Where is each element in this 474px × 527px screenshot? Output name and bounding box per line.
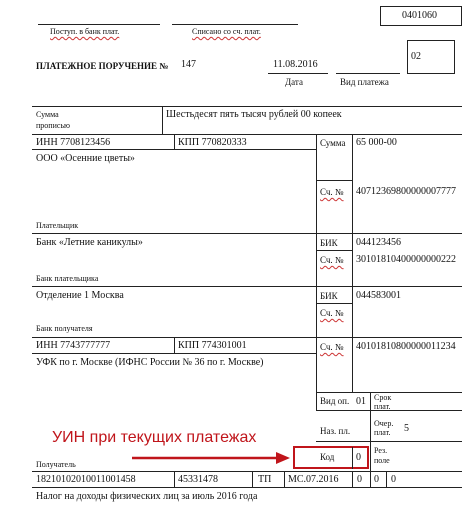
document-title: ПЛАТЕЖНОЕ ПОРУЧЕНИЕ №	[36, 61, 169, 71]
res-label-1: Рез.	[374, 446, 388, 455]
amount-words-value: Шестьдесят пять тысяч рублей 00 копеек	[166, 109, 342, 120]
document-date: 11.08.2016	[273, 59, 318, 70]
order-label-1: Очер.	[374, 419, 394, 428]
form-code: 0401060	[402, 10, 437, 21]
purpose-label: Наз. пл.	[320, 426, 351, 436]
term-label-1: Срок	[374, 393, 392, 402]
amount-words-label-2: прописью	[36, 121, 71, 130]
res-label-2: поле	[374, 456, 390, 465]
document-number: 147	[181, 59, 196, 70]
order-value: 5	[404, 423, 409, 434]
date-label: Дата	[285, 77, 303, 87]
received-label: Поступ. в банк плат.	[50, 27, 120, 36]
payer-name: ООО «Осенние цветы»	[36, 153, 135, 164]
order-label-2: плат.	[374, 428, 391, 437]
payee-bank-bik: 044583001	[356, 290, 401, 301]
payer-kpp: КПП 770820333	[178, 137, 247, 148]
payer-bank-name: Банк «Летние каникулы»	[36, 237, 143, 248]
payee-name: УФК по г. Москве (ИФНС России № 36 по г. Москве)	[36, 357, 264, 368]
term-label-2: плат.	[374, 402, 391, 411]
payer-bank-corr: 30101810400000000222	[356, 254, 456, 265]
payment-type-label: Вид платежа	[340, 77, 389, 87]
payer-bank-bik: 044123456	[356, 237, 401, 248]
payment-purpose: Налог на доходы физических лиц за июль 2016 года	[36, 491, 258, 502]
payee-bank-name: Отделение 1 Москва	[36, 290, 124, 301]
tax-basis: ТП	[258, 474, 272, 485]
payee-role-label: Получатель	[36, 460, 76, 469]
tax-period: МС.07.2016	[288, 474, 339, 485]
tax-doc-number: 0	[357, 474, 362, 485]
payee-bank-bik-label: БИК	[320, 291, 338, 301]
op-type-label: Вид оп.	[320, 396, 350, 406]
payer-inn: ИНН 7708123456	[36, 137, 111, 148]
payee-inn: ИНН 7743777777	[36, 340, 111, 351]
tax-oktmo: 45331478	[178, 474, 218, 485]
uin-annotation: УИН при текущих платежах	[52, 429, 257, 446]
code-label: Код	[320, 452, 335, 462]
sum-value: 65 000-00	[356, 137, 397, 148]
payer-role-label: Плательщик	[36, 221, 79, 230]
payer-bank-bik-label: БИК	[320, 238, 338, 248]
payer-account: 40712369800000007777	[356, 186, 456, 197]
payer-bank-corr-label: Сч. №	[320, 255, 344, 265]
payer-bank-role-label: Банк плательщика	[36, 274, 99, 283]
op-type-value: 01	[356, 396, 366, 407]
tax-doc-date: 0	[374, 474, 379, 485]
sum-label: Сумма	[320, 138, 346, 148]
payee-account: 40101810800000011234	[356, 341, 456, 352]
tax-type: 0	[391, 474, 396, 485]
payer-account-label: Сч. №	[320, 187, 344, 197]
amount-words-label-1: Сумма	[36, 110, 59, 119]
payee-kpp: КПП 774301001	[178, 340, 247, 351]
status-code: 02	[411, 51, 421, 62]
debited-label: Списано со сч. плат.	[192, 27, 261, 36]
tax-kbk: 18210102010011001458	[36, 474, 136, 485]
payee-bank-corr-label: Сч. №	[320, 308, 344, 318]
code-value: 0	[356, 452, 361, 463]
payee-bank-role-label: Банк получателя	[36, 324, 93, 333]
payee-account-label: Сч. №	[320, 342, 344, 352]
